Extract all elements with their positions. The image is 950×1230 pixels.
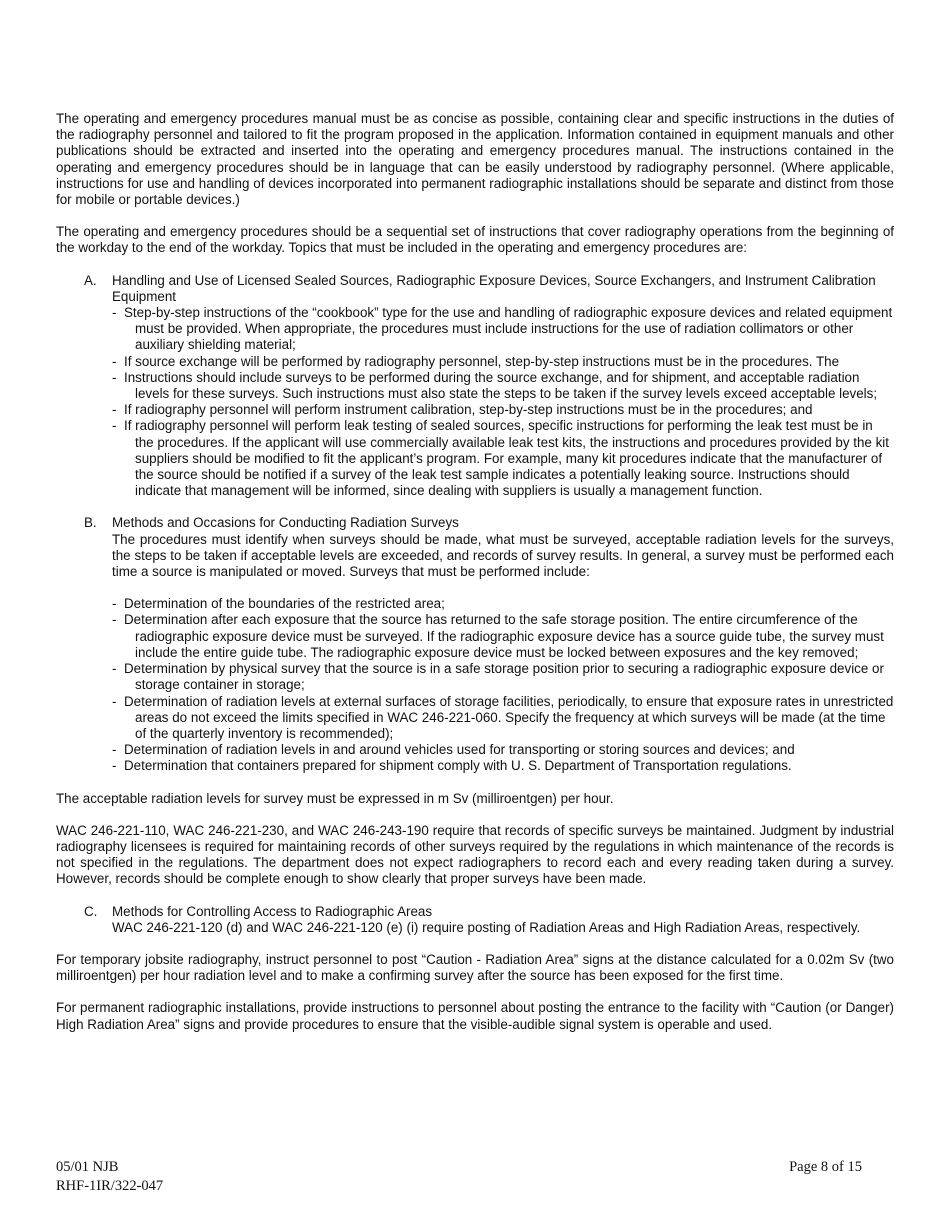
list-item: - Determination by physical survey that the source is in a safe storage position prior to securing a radiographic exposure device or storage container in storage; <box>112 661 884 693</box>
intro-paragraph-2: The operating and emergency procedures should be a sequential set of instructions that cover radiography operations from the beginning of the workday to the end of the workday. Topics that must be included in the operating and emergency procedures are: <box>56 224 894 256</box>
list-item: - Determination after each exposure that the source has returned to the safe storage position. The entire circumference of the radiographic exposure device must be surveyed. If the radiographic exposure device has a source guide tube, the survey must include the entire guide tube. The radiographic exposure device must be locked between exposures and the key removed; <box>112 612 884 660</box>
page-number: Page 8 of 15 <box>789 1159 862 1175</box>
temporary-jobsite-paragraph: For temporary jobsite radiography, instruct personnel to post “Caution - Radiation Area” signs at the distance calculated for a 0.02m Sv (two milliroentgen) per hour radiation level and to make a confirming survey after the source has been exposed for the first time. <box>56 951 894 984</box>
section-a-title: Handling and Use of Licensed Sealed Sources, Radiographic Exposure Devices, Source Exchangers, and Instrument Calibration Equipment <box>112 272 876 304</box>
section-c-title: Methods for Controlling Access to Radiographic Areas <box>112 903 433 919</box>
section-c-letter: C. <box>84 903 98 919</box>
footer-form-number: RHF-1IR/322-047 <box>56 1178 164 1194</box>
survey-levels-paragraph: The acceptable radiation levels for survey must be expressed in m Sv (milliroentgen) per hour. <box>56 790 614 806</box>
section-c <box>84 904 894 936</box>
section-a-heading <box>84 273 894 305</box>
section-b-body: The procedures must identify when surveys should be made, what must be surveyed, acceptable radiation levels for the surveys, the steps to be taken if acceptable levels are exceeded, and records of survey results. In general, a survey must be performed each time a source is manipulated or moved. Surveys that must be performed include: <box>112 531 894 580</box>
section-b <box>84 515 894 774</box>
list-item: - If radiography personnel will perform leak testing of sealed sources, specific instructions for performing the leak test must be in the procedures. If the applicant will use commercially available leak test kits, the instructions and procedures provided by the kit suppliers should be modified to fit the applicant’s program. For example, many kit procedures indicate that the manufacturer of the source should be notified if a survey of the leak test sample indicates a potentially leaking source. Instructions should indicate that management will be informed, since dealing with suppliers is usually a management function. <box>112 418 889 499</box>
list-item: - If radiography personnel will perform instrument calibration, step-by-step instructions must be in the procedures; and <box>112 402 813 418</box>
list-item: - If source exchange will be performed by radiography personnel, step-by-step instructions must be in the procedures. The <box>112 353 840 369</box>
footer-document-id <box>56 1158 163 1196</box>
section-a-list <box>84 305 894 499</box>
section-b-letter: B. <box>84 515 97 531</box>
document-body <box>56 111 894 1033</box>
list-item: - Step-by-step instructions of the “cookbook” type for the use and handling of radiographic exposure devices and related equipment must be provided. When appropriate, the procedures must include instructions for the use of radiation collimators or other auxiliary shielding material; <box>112 305 893 353</box>
footer-date-initials: 05/01 NJB <box>56 1159 119 1175</box>
section-b-heading <box>84 515 894 531</box>
section-b-list <box>84 596 894 774</box>
list-item: - Determination that containers prepared for shipment comply with U. S. Department of Transportation regulations. <box>112 758 792 774</box>
intro-paragraph-1: The operating and emergency procedures manual must be as concise as possible, containing clear and specific instructions in the duties of the radiography personnel and tailored to fit the program proposed in the application. Information contained in equipment manuals and other publications should be extracted and inserted into the operating and emergency procedures manual. The instructions contained in the operating and emergency procedures should be in language that can be easily understood by radiography personnel. (Where applicable, instructions for use and handling of devices incorporated into permanent radiographic installations should be separate and distinct from those for mobile or portable devices.) <box>56 111 894 208</box>
section-b-title: Methods and Occasions for Conducting Radiation Surveys <box>112 515 459 531</box>
section-c-heading <box>84 904 894 920</box>
list-item: - Determination of radiation levels at external surfaces of storage facilities, periodically, to ensure that exposure rates in unrestricted areas do not exceed the limits specified in WAC 246-221-060. Specify the frequency at which surveys will be made (at the time of the quarterly inventory is recommended); <box>112 693 894 741</box>
section-c-body: WAC 246-221-120 (d) and WAC 246-221-120 (e) (i) require posting of Radiation Areas and High Radiation Areas, respectively. <box>112 919 861 935</box>
list-item: - Determination of the boundaries of the restricted area; <box>112 596 445 612</box>
list-item: - Determination of radiation levels in and around vehicles used for transporting or storing sources and devices; and <box>112 742 795 758</box>
list-item: - Instructions should include surveys to be performed during the source exchange, and for shipment, and acceptable radiation levels for these surveys. Such instructions must also state the steps to be taken if the survey levels exceed acceptable levels; <box>112 369 878 402</box>
records-paragraph: WAC 246-221-110, WAC 246-221-230, and WAC 246-243-190 require that records of specific surveys be maintained. Judgment by industrial radiography licensees is required for maintaining records of other surveys required by the regulations in which maintenance of the records is not specified in the regulations. The department does not expect radiographers to record each and every reading taken during a survey. However, records should be complete enough to show clearly that proper surveys have been made. <box>56 822 894 887</box>
section-a <box>84 273 894 500</box>
permanent-installations-paragraph: For permanent radiographic installations, provide instructions to personnel about posting the entrance to the facility with “Caution (or Danger) High Radiation Area” signs and provide procedures to ensure that the visible-audible signal system is operable and used. <box>56 1000 894 1032</box>
section-a-letter: A. <box>84 272 97 288</box>
